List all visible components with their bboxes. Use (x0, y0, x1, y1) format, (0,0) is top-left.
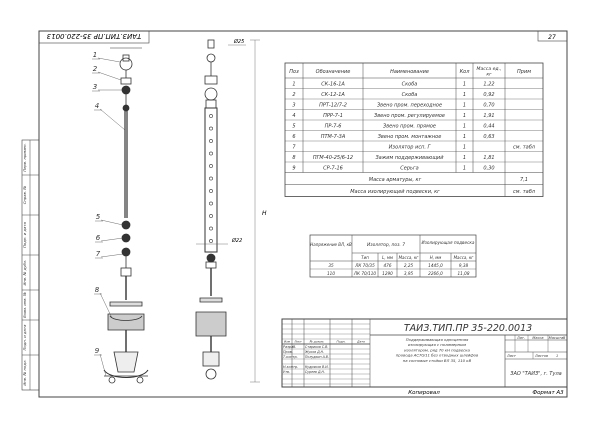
spec-cell: 1,22 (483, 81, 495, 88)
spec-cell: ПТМ-7-3А (320, 134, 346, 140)
callout-2: 2 (92, 65, 98, 73)
spec-header: кг (486, 72, 492, 78)
ins-cell: 35 (328, 263, 334, 268)
ins-subheader: H, мм (429, 255, 442, 260)
callout-6: 6 (95, 234, 101, 242)
ins-cell: 1290 (382, 271, 393, 276)
spec-cell: 1 (462, 165, 467, 172)
plate-hole (209, 164, 212, 167)
shackle-top-ring (120, 58, 132, 70)
plate-holes (209, 114, 212, 242)
stamp-name: Стариков С.В. (305, 345, 329, 349)
front-view (196, 40, 226, 379)
spec-cell: 2 (292, 92, 296, 98)
ins-cell: 110 (327, 271, 335, 276)
spec-cell: 1 (462, 102, 467, 109)
spec-cell: 0,44 (483, 123, 495, 130)
stamp-header: Изм (283, 339, 291, 344)
stamp-name: Суреев Д.Н. (305, 370, 325, 374)
plate-hole (209, 189, 212, 192)
left-strip-label: Справ. № (22, 185, 27, 205)
spec-cell: 8 (292, 155, 296, 161)
ins-subheader: Масса, кг (398, 255, 419, 260)
left-strip-label: Перв. примен. (22, 143, 27, 172)
sheets-label: Листов (535, 354, 549, 358)
sheet-label: Лист (507, 354, 516, 358)
spec-cell: 0,30 (483, 165, 495, 172)
spec-cell: 1 (462, 81, 467, 88)
ins-subheader: L, мм (382, 255, 393, 260)
drawing-code: ТАИЗ.ТИП.ПР 35-220.0013 (403, 323, 533, 334)
spec-cell: 1 (462, 155, 467, 161)
dim-total: H (262, 210, 267, 217)
mass-header: Масса (532, 336, 544, 340)
ins-header-voltage: Напряжение ВЛ, кВ (310, 242, 352, 247)
title-block (282, 319, 567, 387)
callout-5: 5 (95, 213, 101, 221)
insulator-table (310, 235, 476, 277)
plate-hole (209, 214, 212, 217)
stamp-name: Кудряков В.И. (305, 365, 329, 369)
spec-footer-value: см. табл (513, 189, 535, 195)
drawing-description: Поддерживающая одноцепная изолирующая с полимерным изолятором, ряд 70 кН подвеска провода АС70/11 без отводных шлейфов на сосновые стойки ВЛ 35, 110 кВ (395, 337, 479, 363)
spec-cell: 1 (462, 123, 467, 130)
plate-hole (209, 177, 212, 180)
plate-hole (209, 127, 212, 130)
spec-footer-label: Масса арматуры, кг (368, 177, 422, 183)
spec-cell: ПРТ-12/7-2 (319, 102, 347, 109)
spec-cell: ПР-7-6 (324, 123, 342, 130)
callout-7: 7 (95, 250, 101, 258)
spec-cell: 1 (462, 134, 467, 140)
rotated-code: ТАИЗ.ТИП.ПР 35-220.0013 (46, 32, 142, 40)
spec-cell: 1 (462, 144, 467, 151)
callout-4: 4 (94, 102, 100, 110)
stamp-header: № докум. (309, 339, 325, 344)
ins-cell: 1445,0 (428, 263, 443, 268)
left-strip-label: Подп. и дата (22, 324, 27, 351)
stamp-role: Пров. (283, 350, 293, 354)
left-strip-label: Подп. и дата (22, 222, 27, 248)
left-strip-label: Взам. инв. № (22, 292, 27, 318)
callout-9: 9 (94, 347, 100, 355)
spec-cell: 1 (292, 81, 296, 88)
spec-cell: СК-16-1А (321, 81, 345, 88)
ins-cell: 9,38 (458, 263, 469, 268)
stamp-header: Дата (357, 339, 365, 344)
spec-header: Наименование (390, 69, 429, 75)
plate-hole (209, 152, 212, 155)
spec-cell: 1,81 (483, 155, 495, 161)
spec-header: Прим (517, 69, 531, 75)
spec-cell: СК-12-1А (321, 92, 345, 98)
ins-cell: 2,25 (403, 263, 414, 268)
spec-cell: 0,70 (483, 102, 495, 109)
callout-1: 1 (92, 51, 98, 59)
scale-header: Масштаб (548, 336, 566, 340)
stamp-name: Жуков Д.Н. (305, 350, 325, 354)
left-strip (22, 140, 39, 390)
dim-top: Ø25 (234, 39, 245, 45)
spec-cell: Звено пром. регулируемое (374, 113, 445, 119)
spec-cell: 4 (292, 113, 296, 119)
spec-header: Поз (289, 69, 299, 75)
plate-hole (209, 202, 212, 205)
ins-cell: 476 (383, 263, 392, 268)
spec-cell: Звено пром. прямое (383, 123, 436, 130)
lit-header: Лит. (516, 336, 526, 340)
ins-subheader: Тип (361, 255, 369, 260)
ins-cell: 2266,0 (428, 271, 443, 276)
spec-cell: 6 (292, 134, 296, 140)
spec-cell: Звено пром. переходное (376, 102, 443, 109)
spec-cell: Серьга (400, 165, 419, 172)
callout-3: 3 (92, 83, 98, 91)
spec-cell: Скоба (401, 81, 418, 88)
ins-header-string: Изолирующая подвеска (421, 240, 475, 245)
stamp-name: Полудкин А.В. (305, 355, 329, 359)
plate-hole (209, 139, 212, 142)
ins-subheader: Масса, кг (453, 255, 474, 260)
spec-cell: 0,63 (483, 134, 495, 140)
ins-cell: ЛК 70/110 (353, 271, 377, 276)
stamp-role: Т.контр. (283, 355, 298, 359)
spec-cell: см. табл (513, 144, 535, 151)
spec-footer-value: 7,1 (520, 177, 528, 183)
spec-cell: 1,91 (483, 113, 495, 119)
stamp-role: Н.контр. (283, 365, 299, 369)
spec-table (285, 63, 543, 197)
spec-cell: 3 (292, 102, 296, 109)
sheets-value: 1 (556, 354, 559, 358)
ins-header-insulator: Изолятор, поз. 7 (366, 243, 406, 248)
spec-cell: Изолятор исп. Г (388, 144, 431, 151)
ins-cell: 11,08 (457, 271, 470, 276)
spec-header: Масса ед., (476, 67, 502, 72)
spec-cell: 9 (292, 165, 296, 172)
spec-cell: СР-7-16 (323, 165, 343, 172)
organization: ЗАО "ТАИЗ", г. Тула (510, 371, 562, 377)
copied-label: Копировал (408, 390, 440, 396)
spec-cell: 1 (462, 92, 467, 98)
spec-cell: Скоба (401, 92, 418, 98)
spec-cell: 5 (292, 123, 296, 130)
plate-hole (209, 114, 212, 117)
spec-cell: Зажим поддерживающий (375, 155, 444, 161)
spec-header: Кол (459, 69, 470, 75)
spec-header: Обозначение (315, 69, 351, 75)
plate-hole (209, 239, 212, 242)
page-number: 27 (548, 34, 556, 41)
spec-cell: ПРР-7-1 (323, 113, 343, 119)
spec-cell: Звено пром. монтажное (377, 134, 442, 140)
spec-cell: 1 (462, 113, 467, 119)
ins-cell: 3,95 (403, 271, 414, 276)
spec-cell: ПГМ-40-25/6-12 (312, 155, 354, 161)
dim-side: Ø22 (232, 238, 243, 244)
side-view (104, 48, 148, 383)
stamp-role: Разраб. (283, 345, 297, 349)
stamp-role: Утв. (283, 370, 291, 374)
stamp-header: Подп. (336, 339, 346, 344)
callout-8: 8 (94, 286, 100, 294)
spec-cell: 0,92 (483, 92, 495, 98)
format-label: Формат А3 (532, 390, 564, 396)
stamp-header: Лист (294, 339, 302, 344)
spec-cell: 7 (292, 144, 296, 151)
plate-hole (209, 227, 212, 230)
left-strip-label: Инв. № подл. (22, 359, 27, 386)
ins-cell: ЛК 70/35 (355, 263, 375, 268)
left-strip-label: Инв. № дубл. (22, 259, 27, 286)
spec-footer-label: Масса изолирующей подвески, кг (350, 189, 440, 195)
